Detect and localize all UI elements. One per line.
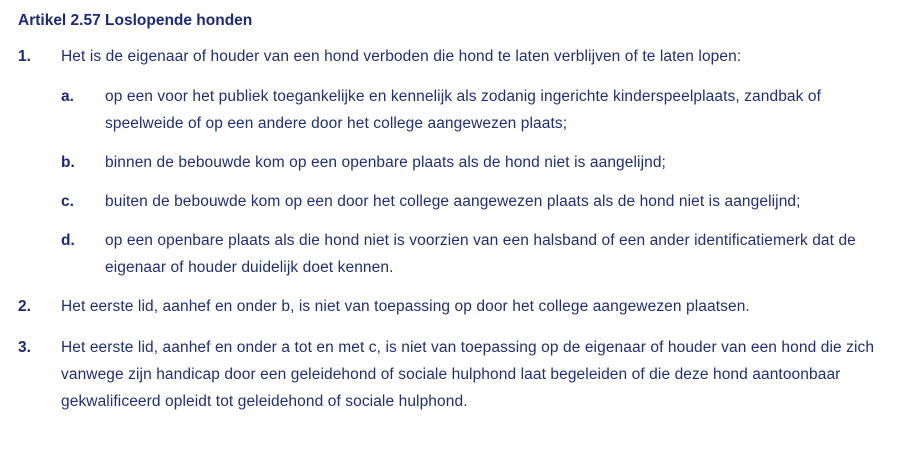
clause-text: Het eerste lid, aanhef en onder b, is niet van toepassing op door het college aangewezen plaatsen.: [61, 298, 750, 315]
sub-item-text: op een openbare plaats als die hond niet is voorzien van een halsband of een ander identificatiemerk dat de eigenaar of houder duidelijk doet kennen.: [105, 232, 856, 276]
sub-item-c: [61, 188, 880, 215]
sub-item-text: op een voor het publiek toegankelijke en kennelijk als zodanig ingerichte kinderspeelplaats, zandbak of speelweide of op een andere door het college aangewezen plaats;: [105, 88, 822, 132]
sub-item-a: [61, 83, 880, 137]
sub-item-text: buiten de bebouwde kom op een door het college aangewezen plaats als de hond niet is aangelijnd;: [105, 193, 801, 210]
clause-3: [18, 334, 880, 415]
sub-item-d: [61, 227, 880, 281]
sub-item-list: [61, 83, 880, 281]
sub-item-b: [61, 149, 880, 176]
sub-item-letter: b.: [61, 154, 75, 171]
clause-number: 2.: [18, 298, 31, 315]
article-title: Artikel 2.57 Loslopende honden: [18, 12, 253, 29]
clause-number: 3.: [18, 339, 31, 356]
clause-number: 1.: [18, 48, 31, 65]
sub-item-text: binnen de bebouwde kom op een openbare plaats als de hond niet is aangelijnd;: [105, 154, 666, 171]
clause-text: Het is de eigenaar of houder van een hond verboden die hond te laten verblijven of te laten lopen:: [61, 48, 742, 65]
sub-item-letter: a.: [61, 88, 74, 105]
sub-item-letter: c.: [61, 193, 74, 210]
clause-1: [18, 43, 880, 70]
clause-text: Het eerste lid, aanhef en onder a tot en met c, is niet van toepassing op de eigenaar of houder van een hond die zich vanwege zijn handicap door een geleidehond of sociale hulphond laat begeleiden of die deze hond aantoonbaar gekwalificeerd opleidt tot geleidehond of sociale hulphond.: [61, 339, 875, 410]
sub-item-letter: d.: [61, 232, 75, 249]
clause-2: [18, 293, 880, 320]
